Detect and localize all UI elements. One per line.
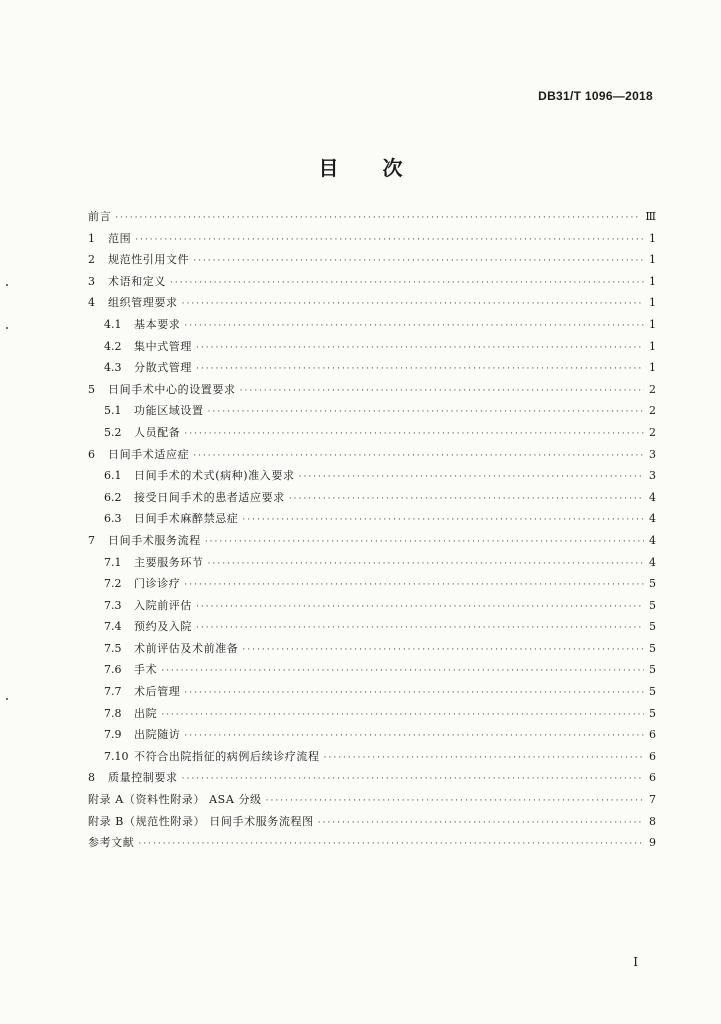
toc-leader-dots	[161, 666, 644, 676]
toc-entry-number: 7.5	[104, 641, 122, 655]
toc-entry-page: 9	[649, 836, 656, 850]
toc-entry-number: 4.3	[104, 361, 122, 375]
toc-entry[interactable]	[88, 273, 656, 295]
toc-entry[interactable]	[88, 251, 656, 273]
toc-entry-title: 日间手术服务流程	[108, 533, 201, 547]
toc-leader-dots	[184, 731, 644, 741]
toc-entry-page: 5	[649, 641, 656, 655]
toc-entry-page: 3	[649, 447, 656, 461]
toc-entry[interactable]	[88, 489, 656, 511]
page-number: I	[633, 955, 638, 969]
toc-entry[interactable]	[88, 510, 656, 532]
toc-entry[interactable]	[88, 294, 656, 316]
toc-entry-title: 分散式管理	[134, 361, 192, 375]
toc-entry-page: 4	[649, 533, 656, 547]
toc-entry[interactable]	[88, 769, 656, 791]
toc-heading-part2: 次	[382, 156, 403, 180]
toc-entry-page: 4	[649, 512, 656, 526]
toc-entry[interactable]	[88, 316, 656, 338]
table-of-contents	[88, 208, 656, 856]
toc-entry[interactable]	[88, 661, 656, 683]
toc-entry-title: 日间手术麻醉禁忌症	[134, 512, 239, 526]
toc-leader-dots	[242, 515, 644, 525]
toc-entry[interactable]	[88, 726, 656, 748]
toc-entry-page: 7	[649, 793, 656, 807]
toc-entry-number: 7.7	[104, 685, 122, 699]
toc-leader-dots	[193, 256, 644, 266]
toc-entry-page: 2	[649, 425, 656, 439]
toc-entry-number: 7.10	[104, 749, 129, 763]
toc-heading-part1: 目	[318, 156, 339, 180]
toc-entry-title: 入院前评估	[134, 598, 192, 612]
toc-leader-dots	[208, 559, 644, 569]
toc-entry-page: 8	[649, 814, 656, 828]
toc-entry[interactable]	[88, 424, 656, 446]
toc-leader-dots	[196, 602, 644, 612]
toc-entry-page: 3	[649, 469, 656, 483]
toc-entry-title: 手术	[134, 663, 158, 677]
toc-entry-number: 7.4	[104, 620, 122, 634]
toc-entry-page: 5	[649, 620, 656, 634]
toc-entry-title: 范围	[108, 231, 132, 245]
toc-leader-dots	[182, 774, 644, 784]
toc-entry[interactable]	[88, 683, 656, 705]
toc-leader-dots	[318, 818, 644, 828]
toc-entry[interactable]	[88, 532, 656, 554]
toc-entry-page: 5	[649, 685, 656, 699]
toc-leader-dots	[115, 213, 641, 223]
toc-entry[interactable]	[88, 575, 656, 597]
document-identifier: DB31/T 1096—2018	[538, 89, 653, 103]
toc-entry-number: 7	[88, 533, 95, 547]
toc-entry[interactable]	[88, 618, 656, 640]
scan-mark	[6, 327, 8, 329]
toc-entry-number: 5.2	[104, 425, 122, 439]
toc-entry[interactable]	[88, 359, 656, 381]
toc-entry-page: 6	[649, 771, 656, 785]
toc-entry-page: 6	[649, 749, 656, 763]
toc-entry[interactable]	[88, 402, 656, 424]
toc-leader-dots	[196, 343, 644, 353]
toc-entry[interactable]	[88, 554, 656, 576]
toc-entry-title: 人员配备	[134, 425, 181, 439]
toc-leader-dots	[196, 364, 644, 374]
toc-entry-number: 4.1	[104, 317, 122, 331]
toc-entry-title: 规范性引用文件	[108, 253, 190, 267]
toc-entry-title: 附录 A（资料性附录） ASA 分级	[88, 793, 262, 807]
toc-leader-dots	[184, 429, 644, 439]
toc-entry-title: 功能区域设置	[134, 404, 204, 418]
toc-leader-dots	[240, 386, 644, 396]
toc-entry-page: 5	[649, 663, 656, 677]
toc-entry-title: 预约及入院	[134, 620, 192, 634]
toc-entry-page: 5	[649, 577, 656, 591]
toc-entry-page: 5	[649, 598, 656, 612]
toc-entry[interactable]	[88, 597, 656, 619]
toc-entry-number: 6.1	[104, 469, 122, 483]
toc-heading	[0, 152, 721, 181]
toc-entry-title: 日间手术适应症	[108, 447, 190, 461]
toc-leader-dots	[324, 753, 644, 763]
toc-entry[interactable]	[88, 230, 656, 252]
toc-entry-number: 1	[88, 231, 95, 245]
toc-entry-page: 4	[649, 555, 656, 569]
toc-entry-number: 8	[88, 771, 95, 785]
toc-entry-page: 1	[649, 231, 656, 245]
toc-leader-dots	[184, 580, 644, 590]
toc-entry-number: 7.1	[104, 555, 122, 569]
toc-entry-title: 质量控制要求	[108, 771, 178, 785]
toc-entry[interactable]	[88, 705, 656, 727]
toc-entry[interactable]	[88, 748, 656, 770]
toc-entry-page: 1	[649, 274, 656, 288]
toc-leader-dots	[208, 407, 644, 417]
toc-entry-title: 日间手术中心的设置要求	[108, 382, 236, 396]
toc-leader-dots	[135, 235, 644, 245]
toc-entry-title: 组织管理要求	[108, 296, 178, 310]
toc-entry-page: 2	[649, 404, 656, 418]
toc-entry-title: 术后管理	[134, 685, 181, 699]
toc-leader-dots	[161, 710, 644, 720]
toc-entry-title: 门诊诊疗	[134, 577, 181, 591]
toc-entry-number: 4.2	[104, 339, 122, 353]
toc-entry-number: 7.9	[104, 728, 122, 742]
toc-leader-dots	[242, 645, 644, 655]
toc-entry-title: 主要服务环节	[134, 555, 204, 569]
toc-leader-dots	[170, 278, 644, 288]
toc-entry-number: 5.1	[104, 404, 122, 418]
toc-entry-title: 附录 B（规范性附录） 日间手术服务流程图	[88, 814, 314, 828]
toc-entry[interactable]	[88, 467, 656, 489]
toc-entry[interactable]	[88, 640, 656, 662]
toc-entry-page: 1	[649, 296, 656, 310]
toc-entry-title: 出院随访	[134, 728, 181, 742]
toc-entry-title: 出院	[134, 706, 158, 720]
toc-entry-number: 5	[88, 382, 95, 396]
toc-entry-number: 4	[88, 296, 95, 310]
toc-leader-dots	[182, 299, 644, 309]
toc-entry[interactable]	[88, 791, 656, 813]
toc-entry-number: 7.3	[104, 598, 122, 612]
toc-leader-dots	[205, 537, 644, 547]
toc-entry-page: 1	[649, 317, 656, 331]
toc-entry-number: 7.8	[104, 706, 122, 720]
toc-entry[interactable]	[88, 813, 656, 835]
toc-leader-dots	[184, 688, 644, 698]
toc-entry-number: 7.2	[104, 577, 122, 591]
toc-entry-page: 6	[649, 728, 656, 742]
toc-entry-number: 2	[88, 253, 95, 267]
toc-entry-page: Ⅲ	[645, 210, 656, 223]
toc-entry-number: 3	[88, 274, 95, 288]
toc-entry-page: 4	[649, 490, 656, 504]
toc-entry-page: 5	[649, 706, 656, 720]
toc-entry[interactable]	[88, 381, 656, 403]
toc-entry-page: 1	[649, 253, 656, 267]
toc-entry-number: 6.3	[104, 512, 122, 526]
toc-entry-page: 2	[649, 382, 656, 396]
toc-leader-dots	[138, 839, 644, 849]
toc-leader-dots	[196, 623, 644, 633]
toc-entry-title: 不符合出院指征的病例后续诊疗流程	[134, 749, 320, 763]
toc-entry-title: 参考文献	[88, 836, 135, 850]
toc-entry-title: 术语和定义	[108, 274, 166, 288]
toc-entry-title: 术前评估及术前准备	[134, 641, 239, 655]
toc-entry-title: 基本要求	[134, 317, 181, 331]
toc-entry-page: 1	[649, 361, 656, 375]
scan-mark	[6, 284, 8, 286]
toc-entry-title: 前言	[88, 210, 112, 223]
toc-entry-title: 集中式管理	[134, 339, 192, 353]
toc-leader-dots	[289, 494, 644, 504]
toc-entry[interactable]	[88, 208, 656, 230]
toc-leader-dots	[266, 796, 644, 806]
toc-entry-number: 7.6	[104, 663, 122, 677]
toc-entry-title: 接受日间手术的患者适应要求	[134, 490, 285, 504]
toc-entry[interactable]	[88, 446, 656, 468]
toc-leader-dots	[299, 472, 644, 482]
toc-entry[interactable]	[88, 834, 656, 856]
scan-mark	[6, 698, 8, 700]
toc-entry-number: 6.2	[104, 490, 122, 504]
toc-leader-dots	[184, 321, 644, 331]
toc-entry-title: 日间手术的术式(病种)准入要求	[134, 469, 295, 483]
toc-entry[interactable]	[88, 338, 656, 360]
toc-entry-number: 6	[88, 447, 95, 461]
toc-leader-dots	[193, 451, 644, 461]
toc-entry-page: 1	[649, 339, 656, 353]
